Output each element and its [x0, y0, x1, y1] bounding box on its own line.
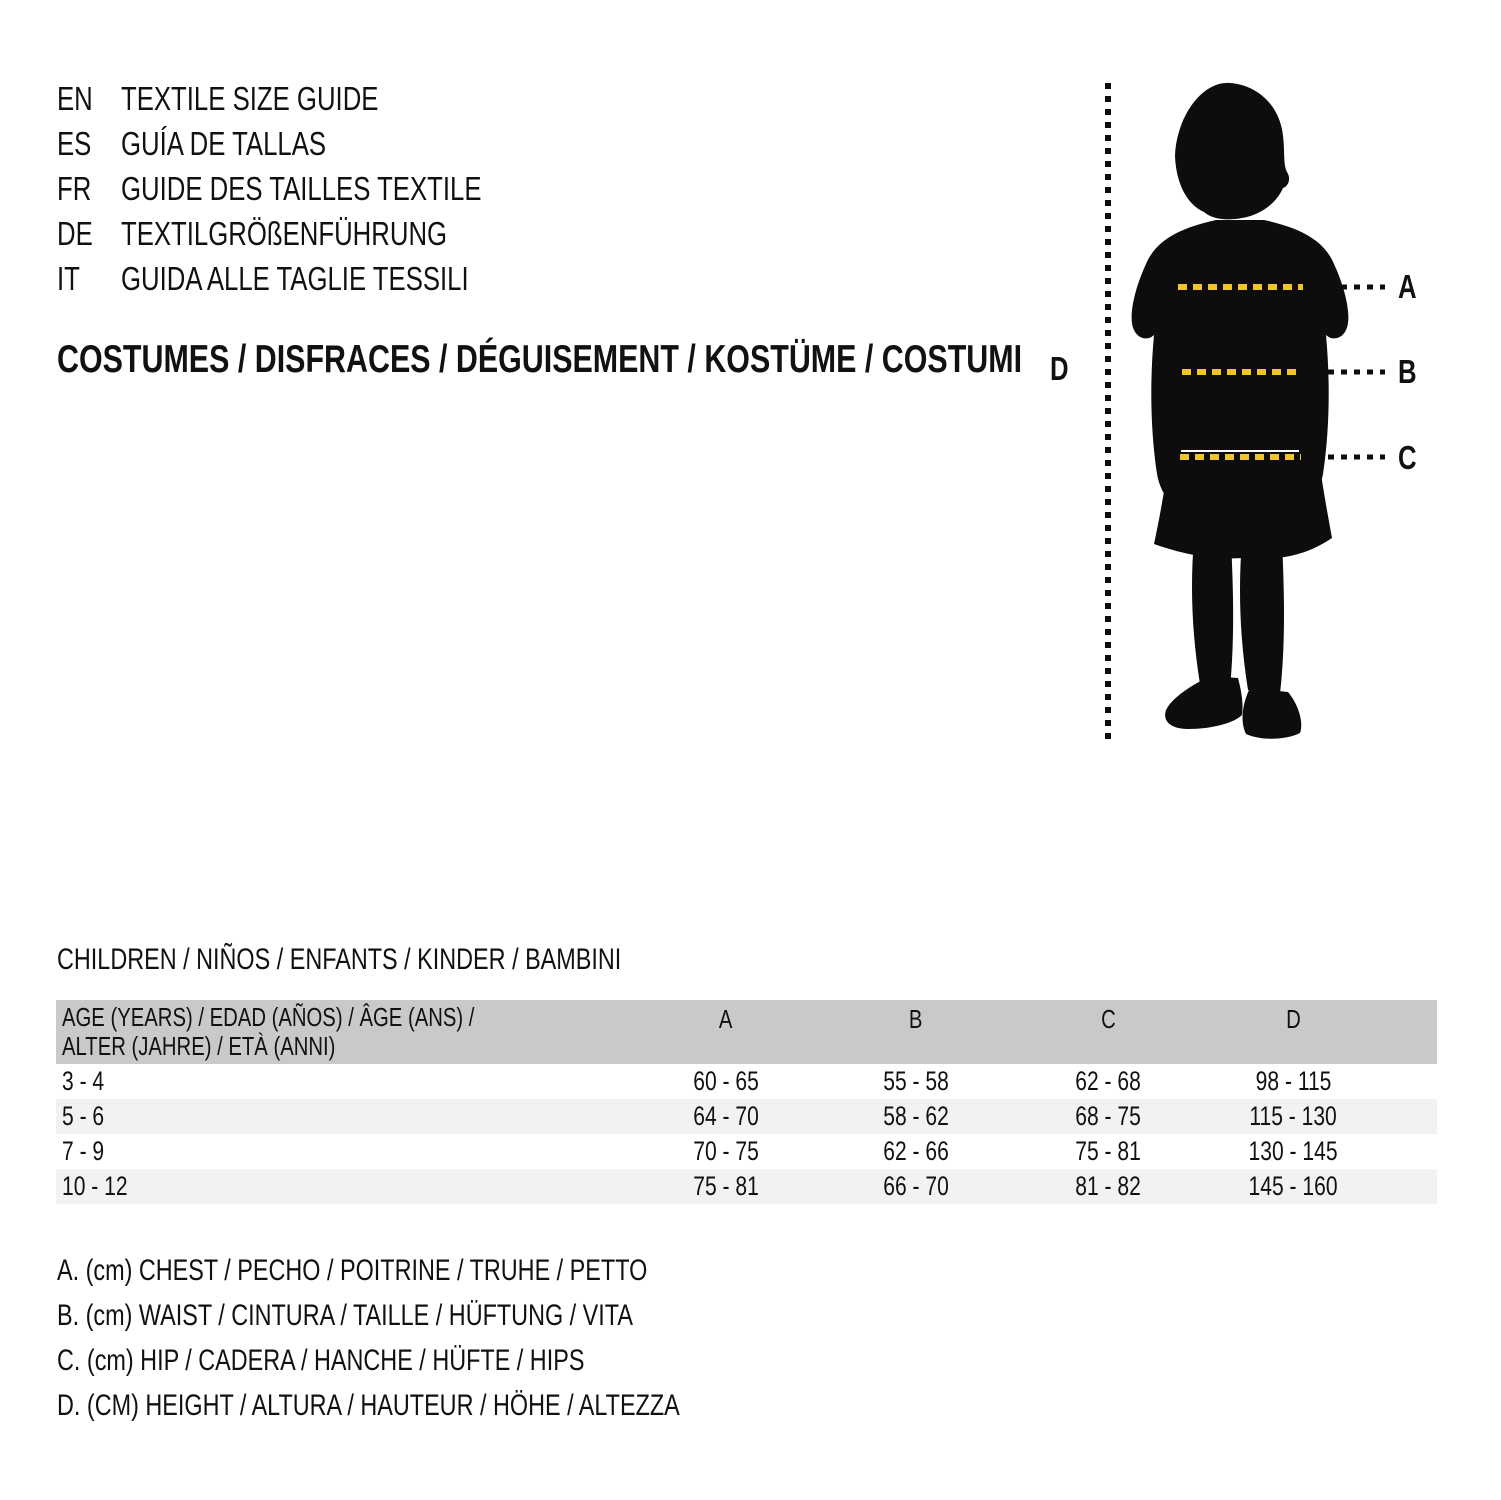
child-silhouette-icon [1132, 83, 1349, 739]
language-title-list [57, 76, 583, 301]
height-cell: 98 - 115 [1255, 1066, 1332, 1096]
language-code: DE [57, 215, 93, 252]
language-row-de [57, 211, 583, 256]
waist-cell: 62 - 66 [883, 1136, 949, 1166]
legend-hip: C. (cm) HIP / CADERA / HANCHE / HÜFTE / HIPS [57, 1344, 585, 1377]
table-row [56, 1169, 1437, 1204]
legend-chest: A. (cm) CHEST / PECHO / POITRINE / TRUHE / PETTO [57, 1254, 648, 1287]
table-row [56, 1064, 1437, 1099]
chest-cell: 70 - 75 [693, 1136, 759, 1166]
guide-title-de: TEXTILGRÖßENFÜHRUNG [121, 215, 448, 252]
guide-title-en: TEXTILE SIZE GUIDE [121, 80, 379, 117]
chest-cell: 75 - 81 [693, 1171, 759, 1201]
size-figure [1090, 80, 1400, 748]
waist-cell: 66 - 70 [883, 1171, 949, 1201]
size-table-header [56, 1000, 1437, 1064]
language-code: ES [57, 125, 92, 162]
hip-cell: 75 - 81 [1075, 1136, 1142, 1166]
chest-cell: 60 - 65 [693, 1066, 759, 1096]
column-header-a: A [719, 1004, 733, 1034]
language-row-it [57, 256, 583, 301]
column-header-b: B [909, 1004, 923, 1034]
language-row-es [57, 121, 583, 166]
guide-title-fr: GUIDE DES TAILLES TEXTILE [121, 170, 482, 207]
height-cell: 130 - 145 [1249, 1136, 1338, 1166]
hip-cell: 62 - 68 [1075, 1066, 1142, 1096]
language-code: IT [57, 260, 80, 297]
language-code: FR [57, 170, 92, 207]
age-cell: 7 - 9 [62, 1136, 105, 1166]
children-section-title: CHILDREN / NIÑOS / ENFANTS / KINDER / BAMBINI [57, 943, 622, 976]
legend-height: D. (CM) HEIGHT / ALTURA / HAUTEUR / HÖHE / ALTEZZA [57, 1389, 680, 1422]
label-height-d: D [1050, 350, 1069, 387]
table-row [56, 1134, 1437, 1169]
waist-cell: 55 - 58 [883, 1066, 949, 1096]
label-hip-c: C [1398, 439, 1417, 476]
hip-cell: 68 - 75 [1075, 1101, 1142, 1131]
height-cell: 145 - 160 [1249, 1171, 1338, 1201]
age-cell: 5 - 6 [62, 1101, 105, 1131]
table-row [56, 1099, 1437, 1134]
measurement-legend [57, 1248, 855, 1428]
language-row-fr [57, 166, 583, 211]
legend-waist: B. (cm) WAIST / CINTURA / TAILLE / HÜFTUNG / VITA [57, 1299, 633, 1332]
waist-cell: 58 - 62 [883, 1101, 949, 1131]
column-header-c: C [1101, 1004, 1116, 1034]
age-cell: 3 - 4 [62, 1066, 105, 1096]
language-row-en [57, 76, 583, 121]
age-column-header: AGE (YEARS) / EDAD (AÑOS) / ÂGE (ANS) / ALTER (JAHRE) / ETÀ (ANNI) [62, 1002, 475, 1061]
height-cell: 115 - 130 [1249, 1101, 1338, 1131]
category-title: COSTUMES / DISFRACES / DÉGUISEMENT / KOSTÜME / COSTUMI [57, 338, 1023, 381]
column-header-d: D [1286, 1004, 1301, 1034]
language-code: EN [57, 80, 93, 117]
children-size-table [56, 1000, 1437, 1204]
label-waist-b: B [1398, 353, 1417, 390]
hip-cell: 81 - 82 [1075, 1171, 1142, 1201]
label-chest-a: A [1398, 268, 1417, 305]
chest-cell: 64 - 70 [693, 1101, 759, 1131]
guide-title-es: GUÍA DE TALLAS [121, 125, 327, 162]
guide-title-it: GUIDA ALLE TAGLIE TESSILI [121, 260, 469, 297]
age-cell: 10 - 12 [62, 1171, 128, 1201]
